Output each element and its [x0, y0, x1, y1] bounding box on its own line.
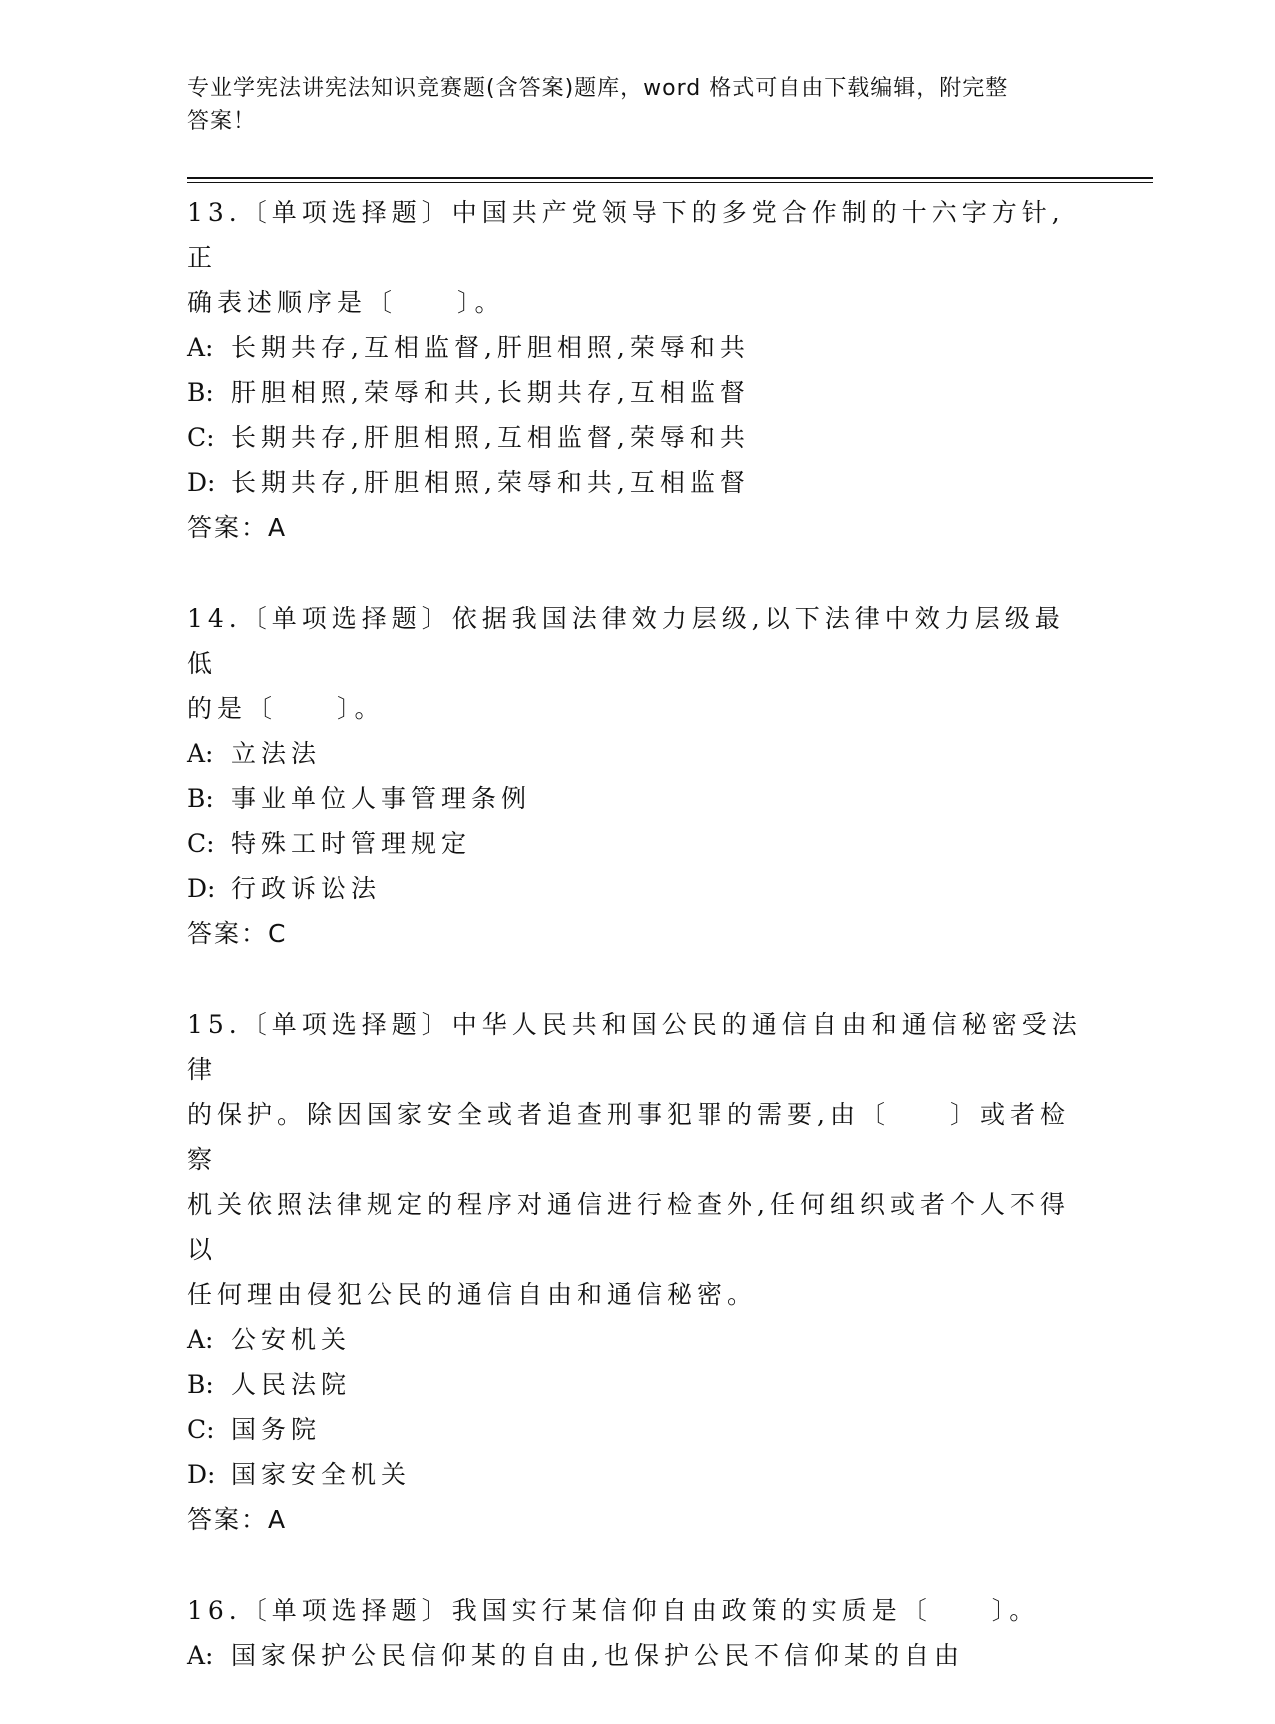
question-list — [187, 190, 1087, 1724]
option-a — [187, 1633, 1087, 1678]
option-a — [187, 1317, 1087, 1362]
option-letter: C: — [187, 1415, 215, 1444]
option-letter: A: — [187, 1641, 214, 1670]
question-stem-line: 14.〔单项选择题〕依据我国法律效力层级,以下法律中效力层级最低 — [187, 604, 1065, 678]
option-letter: A: — [187, 739, 214, 768]
option-letter: A: — [187, 333, 214, 362]
question-stem-line: 任何理由侵犯公民的通信自由和通信秘密。 — [187, 1280, 758, 1309]
question-stem-line: 的保护。除因国家安全或者追查刑事犯罪的需要,由〔 〕或者检察 — [187, 1100, 1070, 1174]
option-a — [187, 325, 1087, 370]
question-stem-line: 15.〔单项选择题〕中华人民共和国公民的通信自由和通信秘密受法律 — [187, 1010, 1082, 1084]
option-text: 国务院 — [231, 1415, 322, 1444]
answer-line: 答案：A — [187, 1505, 288, 1534]
header-line-1: 专业学宪法讲宪法知识竞赛题(含答案)题库，word 格式可自由下载编辑，附完整 — [187, 76, 1009, 101]
option-letter: C: — [187, 423, 215, 452]
option-letter: A: — [187, 1325, 214, 1354]
option-text: 肝胆相照,荣辱和共,长期共存,互相监督 — [231, 378, 750, 407]
option-text: 立法法 — [231, 739, 322, 768]
option-d — [187, 460, 1087, 505]
option-c — [187, 1407, 1087, 1452]
question-stem-line: 确表述顺序是〔 〕。 — [187, 288, 505, 317]
question-stem-line: 机关依照法律规定的程序对通信进行检查外,任何组织或者个人不得以 — [187, 1190, 1070, 1264]
question-15 — [187, 1002, 1087, 1542]
option-a — [187, 731, 1087, 776]
option-c — [187, 821, 1087, 866]
answer-line: 答案：C — [187, 919, 288, 948]
option-c — [187, 415, 1087, 460]
option-letter: B: — [187, 784, 214, 813]
option-text: 行政诉讼法 — [231, 874, 382, 903]
option-text: 公安机关 — [231, 1325, 352, 1354]
option-d — [187, 1452, 1087, 1497]
option-letter: B: — [187, 1370, 214, 1399]
document-header — [187, 72, 1067, 138]
option-letter: D: — [187, 1460, 216, 1489]
question-13 — [187, 190, 1087, 550]
question-stem-line: 13.〔单项选择题〕中国共产党领导下的多党合作制的十六字方针,正 — [187, 198, 1065, 272]
question-stem-line: 的是〔 〕。 — [187, 694, 385, 723]
header-line-2: 答案！ — [187, 109, 257, 134]
option-letter: D: — [187, 468, 216, 497]
header-divider-thin — [187, 182, 1153, 183]
question-14 — [187, 596, 1087, 956]
option-text: 人民法院 — [231, 1370, 352, 1399]
option-text: 国家安全机关 — [231, 1460, 412, 1489]
option-text: 长期共存,互相监督,肝胆相照,荣辱和共 — [231, 333, 750, 362]
option-d — [187, 866, 1087, 911]
option-letter: B: — [187, 378, 214, 407]
option-b — [187, 1362, 1087, 1407]
option-text: 长期共存,肝胆相照,互相监督,荣辱和共 — [231, 423, 750, 452]
option-text: 国家保护公民信仰某的自由,也保护公民不信仰某的自由 — [231, 1641, 964, 1670]
question-stem-line: 16.〔单项选择题〕我国实行某信仰自由政策的实质是〔 〕。 — [187, 1596, 1040, 1625]
option-text: 事业单位人事管理条例 — [231, 784, 532, 813]
answer-line: 答案：A — [187, 513, 288, 542]
option-letter: D: — [187, 874, 216, 903]
option-letter: C: — [187, 829, 215, 858]
option-b — [187, 370, 1087, 415]
option-b — [187, 776, 1087, 821]
option-text: 长期共存,肝胆相照,荣辱和共,互相监督 — [231, 468, 750, 497]
question-16 — [187, 1588, 1087, 1678]
option-text: 特殊工时管理规定 — [231, 829, 472, 858]
header-divider-thick — [187, 177, 1153, 179]
